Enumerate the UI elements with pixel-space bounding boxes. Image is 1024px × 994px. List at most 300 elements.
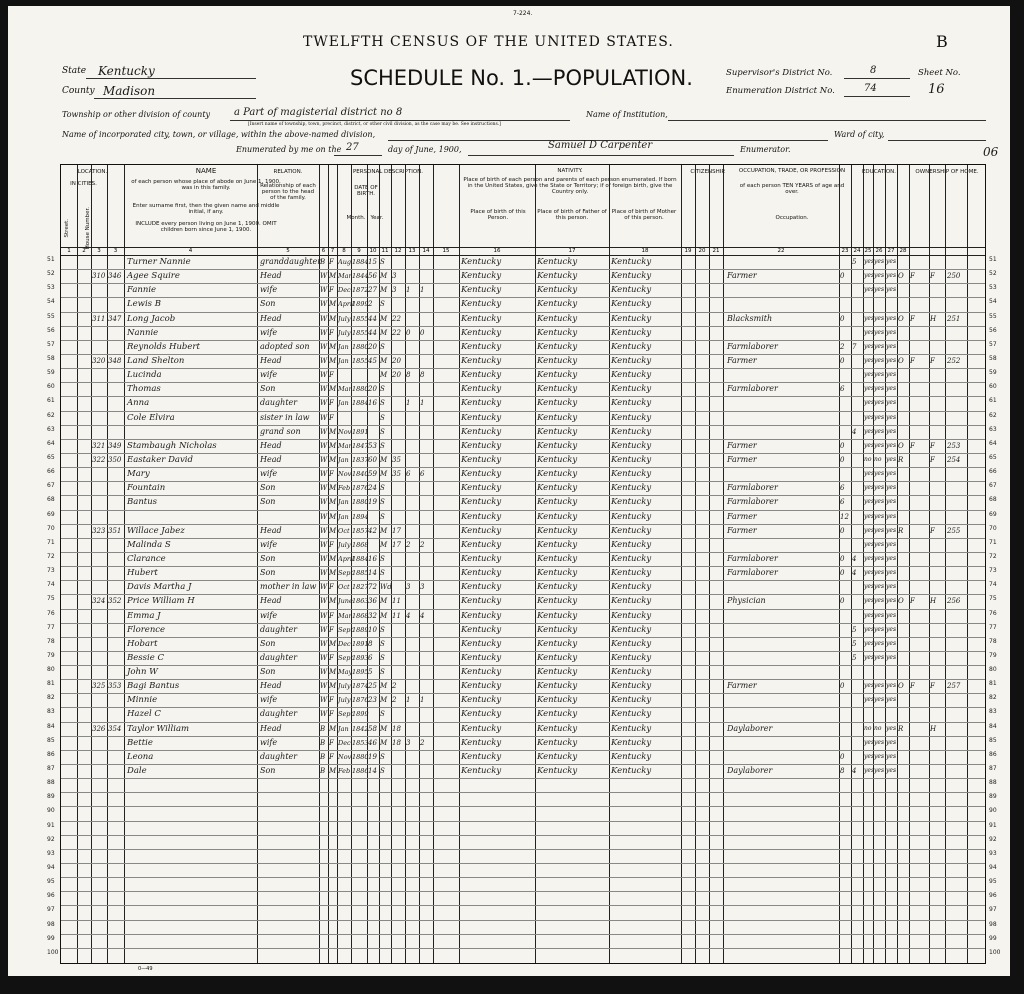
sheet-label: Sheet No. — [918, 68, 961, 78]
row-number: 70 — [989, 524, 997, 532]
age: 14 — [368, 569, 377, 578]
can-read — [864, 297, 874, 311]
column-number: 1 — [67, 248, 71, 254]
age: 8 — [368, 639, 373, 648]
marital-status: M — [380, 314, 388, 323]
children-born — [406, 623, 419, 637]
relation: mother in law — [260, 582, 317, 592]
years-married — [392, 425, 405, 439]
row-number: 62 — [989, 411, 997, 419]
color-race: W — [320, 583, 328, 592]
birthplace-mother: Kentucky — [611, 737, 652, 748]
occupation — [727, 707, 837, 721]
sex: F — [329, 399, 334, 408]
months-school — [852, 693, 863, 707]
months-school — [852, 580, 863, 594]
birth-year: 1899 — [352, 300, 369, 309]
children-born — [406, 665, 419, 679]
age: 56 — [368, 272, 377, 281]
farm-schedule — [947, 566, 967, 580]
speaks-english: yes — [886, 385, 897, 393]
children-born: 4 — [406, 611, 411, 620]
dwelling-number — [92, 255, 107, 269]
can-write: yes — [874, 682, 885, 690]
birthplace-mother: Kentucky — [611, 511, 652, 522]
children-born — [406, 495, 419, 509]
birth-year: 1884 — [352, 258, 369, 266]
farm-house: F — [930, 272, 935, 281]
marital-status: S — [380, 752, 385, 761]
family-number — [108, 651, 124, 665]
children-living — [420, 354, 433, 368]
occupation — [727, 580, 837, 594]
children-living — [420, 481, 433, 495]
farm-schedule — [947, 368, 967, 382]
birthplace-person: Kentucky — [461, 440, 502, 451]
months-unemployed — [840, 368, 851, 382]
farm-schedule — [947, 750, 967, 764]
months-school — [852, 495, 863, 509]
census-title: TWELFTH CENSUS OF THE UNITED STATES. — [303, 34, 674, 50]
population-table — [47, 164, 1001, 964]
birthplace-person: Kentucky — [461, 568, 502, 579]
sex: M — [329, 427, 337, 436]
farm-house — [930, 693, 945, 707]
header-occupation-sub: Occupation. — [775, 215, 809, 221]
speaks-english: yes — [886, 272, 897, 280]
person-name: Bagi Bantus — [127, 681, 180, 692]
children-born — [406, 524, 419, 538]
birth-year: 1893 — [352, 653, 369, 662]
speaks-english: yes — [886, 752, 897, 760]
birth-month: Dec — [338, 286, 351, 295]
dwelling-number: 324 — [92, 597, 106, 606]
family-number — [108, 425, 124, 439]
person-name: Florence — [127, 624, 166, 635]
speaks-english: yes — [886, 540, 897, 548]
months-unemployed: 0 — [840, 455, 845, 464]
dwelling-number — [92, 736, 107, 750]
can-write: yes — [874, 371, 885, 379]
months-unemployed — [840, 651, 851, 665]
row-number: 73 — [47, 567, 55, 575]
color-race: W — [320, 653, 328, 662]
can-write: yes — [874, 512, 885, 520]
months-unemployed — [840, 411, 851, 425]
row-number: 55 — [989, 312, 997, 320]
marital-status: M — [380, 682, 388, 691]
row-number: 52 — [47, 270, 55, 278]
column-number: 14 — [422, 248, 430, 254]
farm-schedule — [947, 255, 967, 269]
age: 20 — [368, 342, 377, 351]
row-number: 69 — [989, 510, 997, 518]
birth-year: 1840 — [352, 470, 369, 479]
row-number: 80 — [989, 666, 997, 674]
row-number: 60 — [989, 383, 997, 391]
free-mortgaged — [910, 609, 929, 623]
birthplace-father: Kentucky — [537, 426, 578, 437]
township-value: a Part of magisterial district no 8 — [234, 107, 403, 118]
birthplace-person: Kentucky — [461, 313, 502, 324]
color-race: W — [320, 597, 328, 606]
occupation: Farmer — [727, 355, 757, 365]
birthplace-father: Kentucky — [537, 341, 578, 352]
children-born — [406, 707, 419, 721]
person-name: Emma J — [127, 610, 161, 621]
sex: F — [329, 653, 334, 662]
can-write — [874, 297, 885, 311]
birth-month: Mar — [338, 441, 352, 450]
birthplace-person: Kentucky — [461, 299, 502, 310]
row-number: 59 — [989, 369, 997, 377]
person-name: Davis Martha J — [127, 582, 192, 593]
age: 27 — [368, 286, 377, 295]
relation: daughter — [260, 751, 298, 761]
months-school — [852, 411, 863, 425]
row-number: 98 — [989, 920, 997, 928]
birthplace-person: Kentucky — [461, 652, 502, 663]
occupation: Farmlaborer — [727, 384, 778, 394]
speaks-english: yes — [886, 498, 897, 506]
sex: M — [329, 455, 337, 464]
can-write: no — [874, 455, 882, 463]
row-number: 66 — [47, 468, 55, 476]
row-number: 54 — [989, 298, 997, 306]
person-name: Cole Elvira — [127, 412, 175, 423]
row-number: 91 — [989, 821, 997, 829]
column-number: 8 — [342, 248, 346, 254]
relation: Son — [260, 483, 276, 493]
color-race: W — [320, 286, 328, 295]
birthplace-father: Kentucky — [537, 412, 578, 423]
age — [368, 538, 379, 552]
children-born — [406, 269, 419, 283]
age: 15 — [368, 258, 377, 266]
family-number — [108, 481, 124, 495]
owned-rented: O — [898, 356, 904, 365]
free-mortgaged — [910, 580, 929, 594]
birthplace-mother: Kentucky — [611, 440, 652, 451]
enumerator-name: Samuel D Carpenter — [548, 140, 653, 151]
birthplace-father: Kentucky — [537, 384, 578, 395]
birthplace-mother: Kentucky — [611, 454, 652, 465]
header-birth-mother: Place of birth of Mother of this person. — [611, 209, 677, 221]
column-number: 6 — [321, 248, 326, 254]
family-number: 347 — [108, 314, 122, 323]
months-unemployed: 6 — [840, 385, 845, 394]
relation — [260, 510, 318, 524]
column-number: 12 — [394, 248, 402, 254]
occupation: Farmlaborer — [727, 568, 778, 578]
months-unemployed — [840, 425, 851, 439]
months-unemployed — [840, 722, 851, 736]
column-number: 25 — [864, 248, 872, 254]
children-born — [406, 340, 419, 354]
person-name: John W — [127, 667, 158, 678]
years-married — [392, 411, 405, 425]
birthplace-mother: Kentucky — [611, 624, 652, 635]
can-write: yes — [874, 597, 885, 605]
occupation — [727, 326, 837, 340]
months-unemployed: 0 — [840, 526, 845, 535]
owned-rented — [898, 368, 909, 382]
row-number: 71 — [47, 538, 55, 546]
free-mortgaged — [910, 750, 929, 764]
free-mortgaged — [910, 453, 929, 467]
person-name: Leona — [127, 751, 154, 762]
row-number: 74 — [989, 581, 997, 589]
birth-year: 1853 — [352, 738, 369, 747]
sex: F — [329, 540, 334, 549]
birthplace-mother: Kentucky — [611, 681, 652, 692]
birthplace-person: Kentucky — [461, 723, 502, 734]
farm-house — [930, 326, 945, 340]
birthplace-person: Kentucky — [461, 553, 502, 564]
header-month: Month. — [346, 215, 366, 221]
person-name: Hubert — [127, 568, 158, 579]
row-number: 65 — [47, 453, 55, 461]
row-number: 87 — [989, 765, 997, 773]
months-school — [852, 368, 863, 382]
children-living — [420, 623, 433, 637]
can-read: yes — [864, 639, 875, 647]
marital-status: S — [380, 653, 385, 662]
supervisor-value: 8 — [870, 65, 877, 76]
farm-house — [930, 425, 945, 439]
marital-status: M — [380, 286, 388, 295]
sheet-value: 16 — [928, 82, 945, 97]
family-number — [108, 707, 124, 721]
row-number: 86 — [47, 750, 55, 758]
birth-year: 1868 — [352, 540, 369, 549]
birthplace-mother: Kentucky — [611, 327, 652, 338]
marital-status: M — [380, 328, 388, 337]
header-occupation-desc: of each person TEN YEARS of age and over. — [739, 183, 845, 195]
months-school — [852, 283, 863, 297]
relation: Head — [260, 454, 282, 464]
birthplace-person: Kentucky — [461, 285, 502, 296]
column-number: 5 — [286, 248, 290, 254]
can-read — [864, 707, 874, 721]
children-living — [420, 679, 433, 693]
person-name: Thomas — [127, 384, 161, 395]
person-name — [127, 425, 255, 439]
free-mortgaged — [910, 736, 929, 750]
years-married — [392, 750, 405, 764]
birth-month: Jan — [338, 342, 349, 351]
children-living: 3 — [420, 583, 425, 592]
free-mortgaged — [910, 552, 929, 566]
relation: sister in law — [260, 412, 310, 422]
free-mortgaged — [910, 411, 929, 425]
can-read: yes — [864, 611, 875, 619]
children-living — [420, 269, 433, 283]
birthplace-father: Kentucky — [537, 638, 578, 649]
children-born: 1 — [406, 286, 411, 295]
county-value: Madison — [103, 84, 156, 98]
can-write: yes — [874, 385, 885, 393]
months-unemployed — [840, 297, 851, 311]
children-living — [420, 750, 433, 764]
marital-status: M — [380, 724, 388, 733]
farm-schedule — [947, 538, 967, 552]
row-number: 51 — [989, 256, 997, 263]
children-living — [420, 453, 433, 467]
owned-rented — [898, 340, 909, 354]
occupation: Farmlaborer — [727, 497, 778, 507]
can-write: yes — [874, 583, 885, 591]
sex: F — [329, 470, 334, 479]
years-married: 3 — [392, 272, 397, 281]
occupation: Farmer — [727, 525, 757, 535]
dwelling-number: 321 — [92, 441, 106, 450]
birth-month: Feb — [338, 484, 351, 493]
age: 2 — [368, 300, 373, 309]
sex: M — [329, 300, 337, 309]
sex: F — [329, 752, 334, 761]
dwelling-number — [92, 411, 107, 425]
birth-month: Sept — [338, 625, 354, 634]
marital-status: S — [380, 710, 385, 719]
column-number: 3 — [113, 248, 118, 254]
birthplace-father: Kentucky — [537, 695, 578, 706]
farm-schedule — [947, 722, 967, 736]
years-married: 35 — [392, 470, 401, 479]
birthplace-father: Kentucky — [537, 299, 578, 310]
dwelling-number — [92, 693, 107, 707]
row-number: 51 — [47, 256, 55, 263]
birthplace-person: Kentucky — [461, 582, 502, 593]
birth-year: 1880 — [352, 342, 369, 351]
age: 44 — [368, 328, 377, 337]
can-write: yes — [874, 258, 885, 265]
can-write: yes — [874, 625, 885, 633]
months-unemployed: 0 — [840, 597, 845, 606]
sex: F — [329, 710, 334, 719]
owned-rented — [898, 467, 909, 481]
farm-schedule — [947, 693, 967, 707]
birthplace-mother: Kentucky — [611, 766, 652, 777]
occupation — [727, 665, 837, 679]
birthplace-person: Kentucky — [461, 539, 502, 550]
color-race: W — [320, 356, 328, 365]
column-number: 22 — [777, 248, 785, 254]
sex: F — [329, 413, 334, 422]
speaks-english: yes — [886, 441, 897, 449]
farm-house — [930, 750, 945, 764]
header-relation: RELATION. — [273, 169, 303, 175]
row-number: 57 — [47, 340, 55, 348]
birthplace-person: Kentucky — [461, 638, 502, 649]
occupation: Farmer — [727, 440, 757, 450]
dwelling-number — [92, 750, 107, 764]
row-number: 68 — [47, 496, 55, 504]
farm-house — [930, 552, 945, 566]
dwelling-number — [92, 637, 107, 651]
row-number: 85 — [989, 736, 997, 744]
birth-month: Sept — [338, 569, 354, 578]
owned-rented — [898, 750, 909, 764]
birth-month: May — [338, 668, 353, 677]
months-school: 4 — [852, 427, 857, 436]
birth-month: April — [338, 300, 355, 309]
free-mortgaged — [910, 566, 929, 580]
marital-status: S — [380, 441, 385, 450]
children-born — [406, 552, 419, 566]
sex: M — [329, 569, 337, 578]
relation: Head — [260, 355, 282, 365]
birthplace-person: Kentucky — [461, 257, 502, 267]
children-living — [420, 425, 433, 439]
family-number — [108, 693, 124, 707]
can-write: yes — [874, 639, 885, 647]
birthplace-father: Kentucky — [537, 440, 578, 451]
can-write: yes — [874, 470, 885, 478]
family-number — [108, 467, 124, 481]
speaks-english: yes — [886, 639, 897, 647]
marital-status: M — [380, 356, 388, 365]
months-school — [852, 453, 863, 467]
birthplace-person: Kentucky — [461, 355, 502, 366]
birth-year: 1837 — [352, 455, 369, 464]
occupation — [727, 736, 837, 750]
dwelling-number — [92, 552, 107, 566]
age: 46 — [368, 738, 377, 747]
dwelling-number — [92, 340, 107, 354]
birthplace-father: Kentucky — [537, 681, 578, 692]
children-living: 2 — [420, 738, 425, 747]
birth-year: 1889 — [352, 625, 369, 634]
birth-month: Jan — [338, 498, 349, 507]
age: 59 — [368, 470, 377, 479]
farm-schedule — [947, 623, 967, 637]
sex: M — [329, 484, 337, 493]
free-mortgaged — [910, 283, 929, 297]
months-unemployed — [840, 707, 851, 721]
can-read: yes — [864, 441, 875, 449]
relation: wife — [260, 737, 278, 747]
children-born — [406, 255, 419, 269]
relation: Son — [260, 638, 276, 648]
children-living — [420, 255, 433, 269]
birthplace-father: Kentucky — [537, 539, 578, 550]
occupation — [727, 637, 837, 651]
occupation: Farmer — [727, 271, 757, 281]
relation: wife — [260, 539, 278, 549]
family-number — [108, 580, 124, 594]
relation: Son — [260, 667, 276, 677]
age — [368, 707, 379, 721]
birthplace-father: Kentucky — [537, 525, 578, 536]
months-school — [852, 679, 863, 693]
can-read: yes — [864, 696, 875, 704]
speaks-english: yes — [886, 767, 897, 775]
children-living — [420, 594, 433, 608]
occupation: Physician — [727, 596, 766, 606]
farm-house — [930, 609, 945, 623]
can-read: yes — [864, 569, 875, 577]
dwelling-number — [92, 538, 107, 552]
children-living — [420, 524, 433, 538]
months-school — [852, 609, 863, 623]
relation: Head — [260, 440, 282, 450]
header-in-cities: IN CITIES. — [70, 181, 97, 187]
can-read: yes — [864, 484, 875, 492]
farm-schedule: 255 — [947, 526, 961, 535]
row-number: 79 — [47, 651, 55, 659]
months-unemployed — [840, 326, 851, 340]
